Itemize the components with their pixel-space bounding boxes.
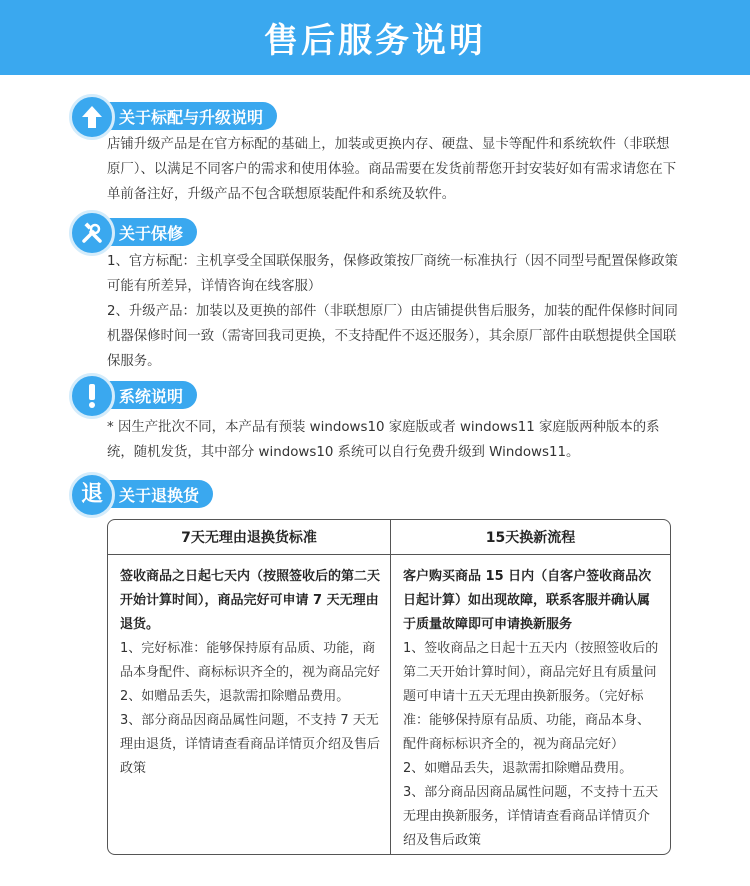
list-item: 2、如赠品丢失，退款需扣除赠品费用。 [120,689,350,704]
column-lead: 签收商品之日起七天内（按照签收后的第二天开始计算时间），商品完好可申请 7 天无理由退货。 [120,569,381,632]
table-column-7day [108,520,391,854]
up-arrow-icon [69,94,115,140]
table-column-15day [391,520,670,854]
section-title: 关于标配与升级说明 [99,102,277,130]
section-title: 关于退换货 [99,480,213,508]
exclamation-icon [69,373,115,419]
section-title: 关于保修 [99,218,197,246]
column-body [391,555,670,853]
section-body-warranty [107,249,679,374]
paragraph: * 因生产批次不同，本产品有预装 windows10 家庭版或者 windows11 家庭版两种版本的系统，随机发货，其中部分 windows10 系统可以自行免费升级到 Windows11。 [107,420,660,460]
title-banner [0,0,750,75]
column-header: 15天换新流程 [391,520,670,555]
column-header: 7天无理由退换货标准 [108,520,390,555]
list-item: 1、完好标准：能够保持原有品质、功能，商品本身配件、商标标识齐全的，视为商品完好 [120,641,381,680]
list-item: 3、部分商品因商品属性问题，不支持 7 天无理由退货，详情请查看商品详情页介绍及售后政策 [120,713,381,776]
returns-table [107,519,671,855]
page-title: 售后服务说明 [264,21,486,61]
list-item: 2、如赠品丢失，退款需扣除赠品费用。 [403,761,633,776]
paragraph: 1、官方标配：主机享受全国联保服务，保修政策按厂商统一标准执行（因不同型号配置保修政策可能有所差异，详情咨询在线客服） [107,254,678,294]
return-icon: 退 [69,472,115,518]
list-item: 1、签收商品之日起十五天内（按照签收后的第二天开始计算时间），商品完好且有质量问题可申请十五天无理由换新服务。（完好标准：能够保持原有品质、功能，商品本身、配件商标标识齐全的，视为商品完好） [403,641,659,752]
section-body-upgrade [107,132,679,207]
column-lead: 客户购买商品 15 日内（自客户签收商品次日起计算）如出现故障，联系客服并确认属于质量故障即可申请换新服务 [403,569,652,632]
section-title: 系统说明 [99,381,197,409]
tools-icon [69,210,115,256]
paragraph: 2、升级产品：加装以及更换的部件（非联想原厂）由店铺提供售后服务，加装的配件保修时间同机器保修时间一致（需寄回我司更换，不支持配件不返还服务），其余原厂部件由联想提供全国联保服务。 [107,304,678,369]
list-item: 3、部分商品因商品属性问题，不支持十五天无理由换新服务，详情请查看商品详情页介绍及售后政策 [403,785,659,848]
column-body [108,555,390,781]
paragraph: 店铺升级产品是在官方标配的基础上，加装或更换内存、硬盘、显卡等配件和系统软件（非联想原厂）、以满足不同客户的需求和使用体验。商品需要在发货前帮您开封安装好如有需求请您在下单前备注好，升级产品不包含联想原装配件和系统及软件。 [107,137,677,202]
section-body-system [107,415,679,465]
